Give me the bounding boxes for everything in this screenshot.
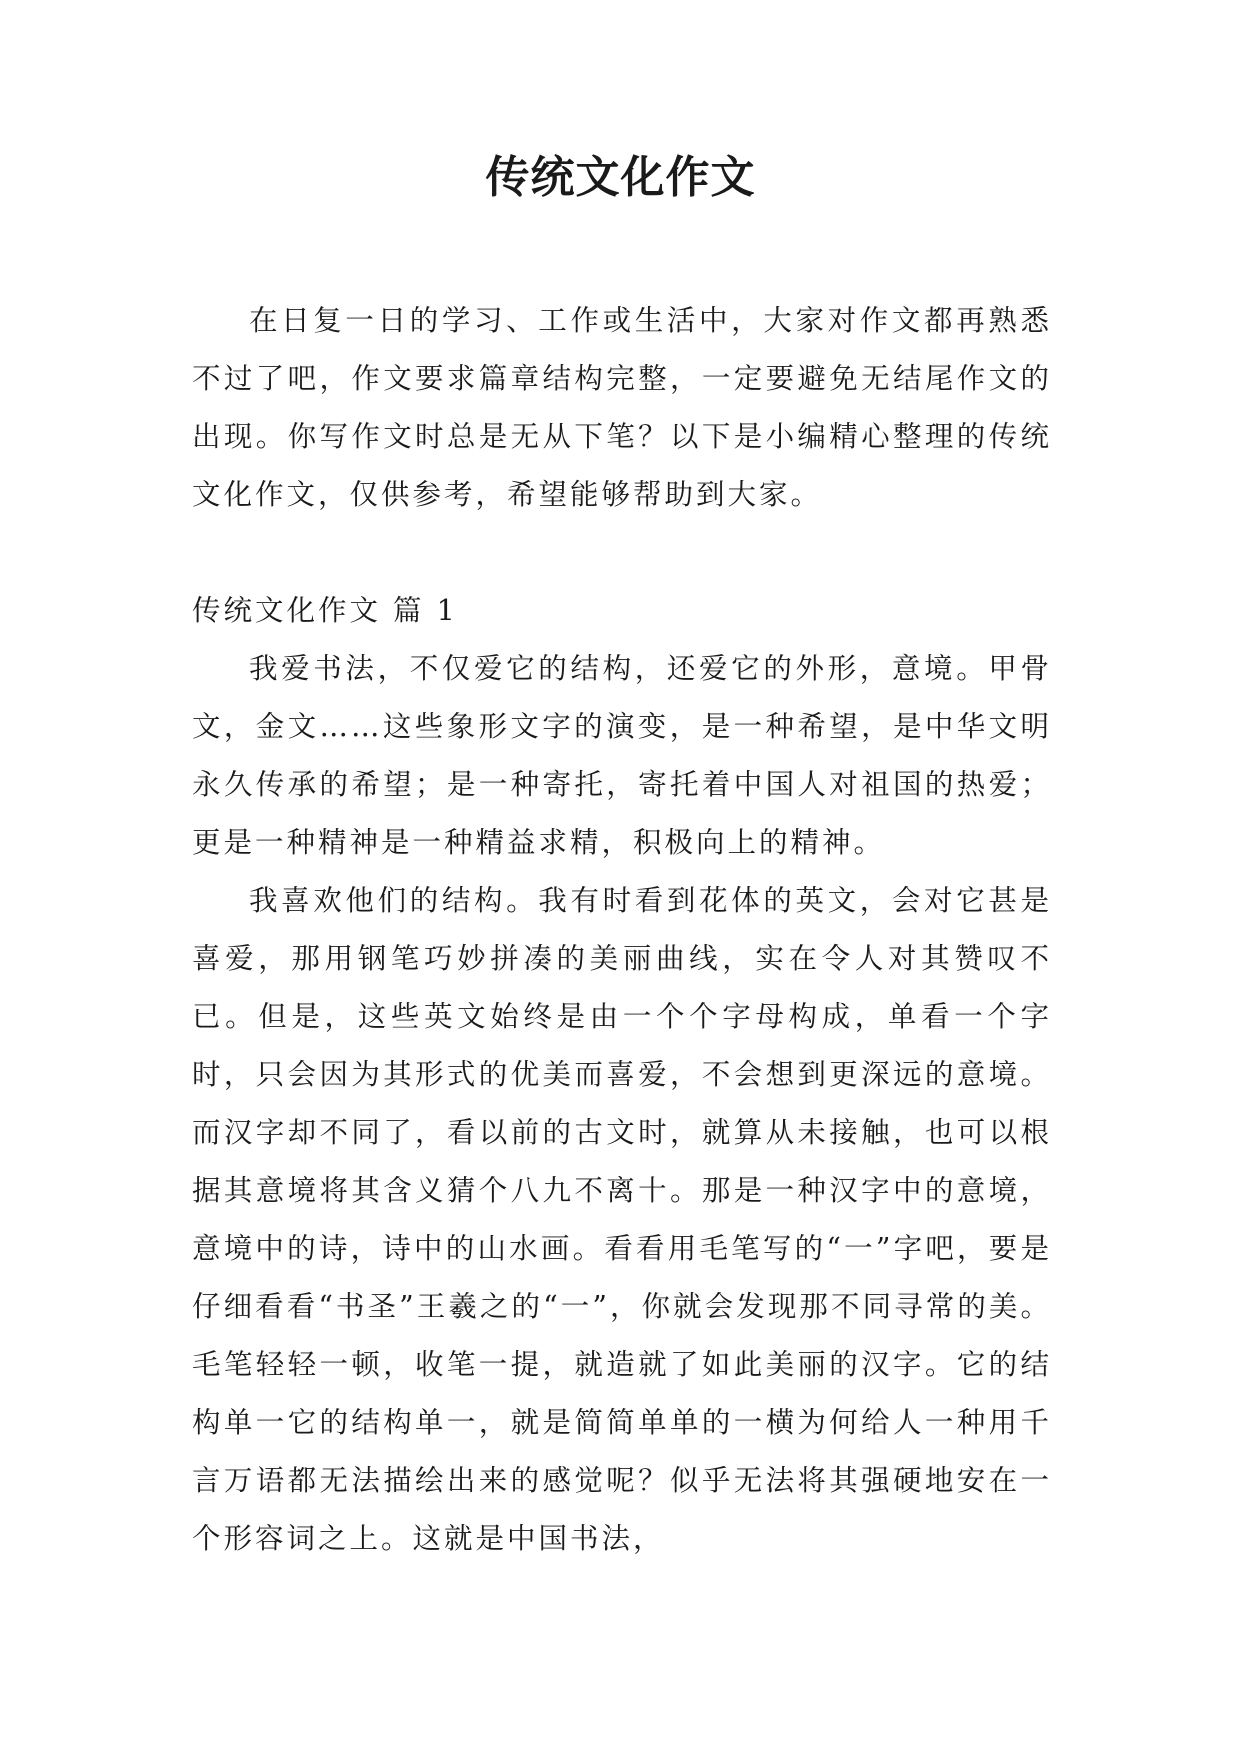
- body-paragraph-2: 我喜欢他们的结构。我有时看到花体的英文，会对它甚是喜爱，那用钢笔巧妙拼凑的美丽曲线，实在令人对其赞叹不已。但是，这些英文始终是由一个个字母构成，单看一个字时，只会因为其形式的优美而喜爱，不会想到更深远的意境。而汉字却不同了，看以前的古文时，就算从未接触，也可以根据其意境将其含义猜个八九不离十。那是一种汉字中的意境，意境中的诗，诗中的山水画。看看用毛笔写的“一”字吧，要是仔细看看“书圣”王羲之的“一”，你就会发现那不同寻常的美。毛笔轻轻一顿，收笔一提，就造就了如此美丽的汉字。它的结构单一它的结构单一，就是简简单单的一横为何给人一种用千言万语都无法描绘出来的感觉呢？似乎无法将其强硬地安在一个形容词之上。这就是中国书法，: [192, 884, 1052, 1555]
- intro-paragraph: 在日复一日的学习、工作或生活中，大家对作文都再熟悉不过了吧，作文要求篇章结构完整，一定要避免无结尾作文的出现。你写作文时总是无从下笔？以下是小编精心整理的传统文化作文，仅供参考，希望能够帮助到大家。: [192, 304, 1052, 511]
- section-heading: 传统文化作文 篇 1: [192, 594, 458, 627]
- document-body: [192, 292, 1052, 1568]
- document-title: 传统文化作文: [485, 152, 756, 203]
- body-paragraph-1: 我爱书法，不仅爱它的结构，还爱它的外形，意境。甲骨文，金文……这些象形文字的演变，是一种希望，是中华文明永久传承的希望；是一种寄托，寄托着中国人对祖国的热爱；更是一种精神是一种精益求精，积极向上的精神。: [192, 652, 1052, 859]
